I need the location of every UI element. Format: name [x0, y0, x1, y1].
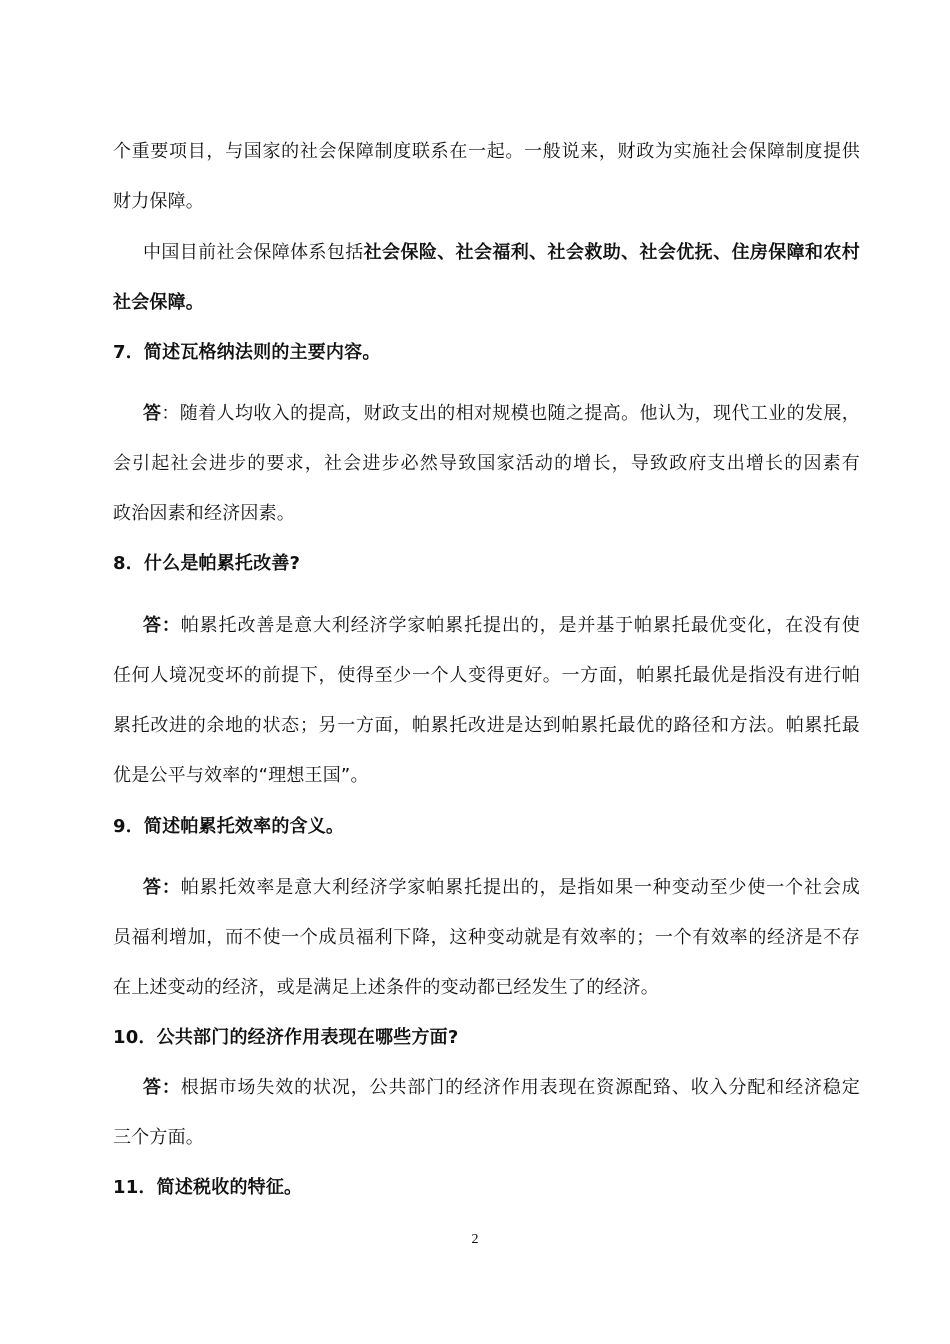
question-heading-10: 10．公共部门的经济作用表现在哪些方面?: [113, 1027, 459, 1048]
paragraph-line: 财力保障。: [113, 191, 204, 212]
question-heading-11: 11．简述税收的特征。: [113, 1177, 303, 1198]
answer-line: 员福利增加，而不使一个成员福利下降，这种变动就是有效率的；一个有效率的经济是不存: [113, 927, 860, 948]
answer-line: 答：帕累托改善是意大利经济学家帕累托提出的，是并基于帕累托最优变化，在没有使: [143, 615, 860, 636]
answer-line: 答：根据市场失效的状况，公共部门的经济作用表现在资源配臵、收入分配和经济稳定: [143, 1077, 860, 1098]
page-number: 2: [471, 1232, 479, 1247]
question-heading-7: 7．简述瓦格纳法则的主要内容。: [113, 342, 381, 363]
paragraph-line: 个重要项目，与国家的社会保障制度联系在一起。一般说来，财政为实施社会保障制度提供: [113, 141, 860, 162]
paragraph-line: 中国目前社会保障体系包括社会保险、社会福利、社会救助、社会优抚、住房保障和农村: [143, 242, 860, 263]
answer-line: 答：随着人均收入的提高，财政支出的相对规模也随之提高。他认为，现代工业的发展，: [143, 403, 860, 424]
answer-line: 优是公平与效率的“理想王国”。: [113, 765, 369, 786]
question-heading-8: 8．什么是帕累托改善?: [113, 553, 301, 574]
answer-line: 答：帕累托效率是意大利经济学家帕累托提出的，是指如果一种变动至少使一个社会成: [143, 877, 860, 898]
answer-line: 政治因素和经济因素。: [113, 503, 295, 524]
answer-line: 三个方面。: [113, 1127, 204, 1148]
answer-line: 在上述变动的经济，或是满足上述条件的变动都已经发生了的经济。: [113, 977, 659, 998]
paragraph-line: 社会保障。: [113, 292, 204, 313]
answer-line: 累托改进的余地的状态；另一方面，帕累托改进是达到帕累托最优的路径和方法。帕累托最: [113, 715, 860, 736]
answer-line: 会引起社会进步的要求，社会进步必然导致国家活动的增长，导致政府支出增长的因素有: [113, 453, 860, 474]
answer-line: 任何人境况变坏的前提下，使得至少一个人变得更好。一方面，帕累托最优是指没有进行帕: [113, 665, 860, 686]
question-heading-9: 9．简述帕累托效率的含义。: [113, 816, 345, 837]
